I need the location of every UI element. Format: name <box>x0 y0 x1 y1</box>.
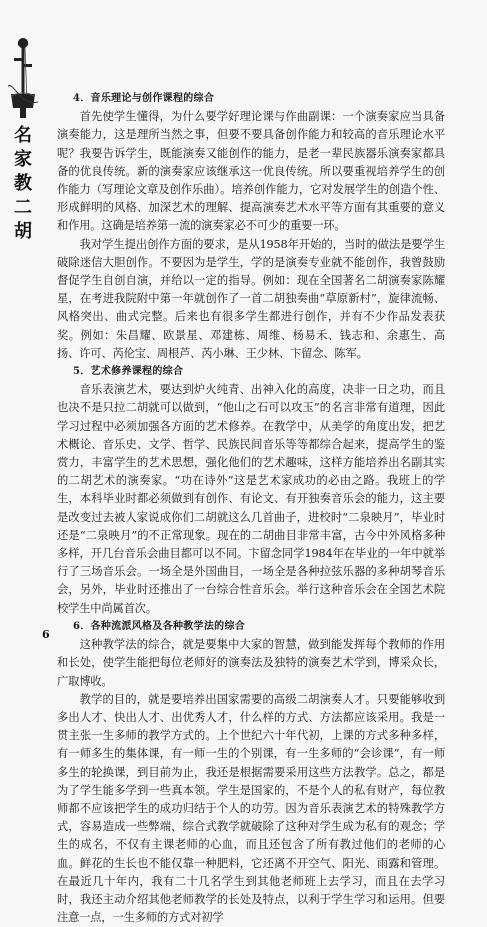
book-title-char: 教 <box>14 173 32 194</box>
section-heading: 4．音乐理论与创作课程的综合 <box>73 93 215 104</box>
book-title-char: 二 <box>14 197 32 218</box>
paragraph: 教学的目的，就是要培养出国家需要的高级二胡演奏人才。只要能够收到多出人才、快出人才、出优秀人才，什么样的方式、方法都应该采用。我是一贯主张一生多师的教学方式的。上个世纪六十年代初，上课的方式多种多样，有一师多生的集体课，有一师一生的个别课，有一生多师的“会诊课”，有一师多生的轮换课，到目前为止，我还是根据需要采用这些方法教学。总之，都是为了学生能多学到一些真本领。学生是国家的，不是个人的私有财产，每位教师都不应该把学生的成功归结于个人的功劳。因为音乐表演艺术的特殊教学方式，容易造成一些弊端，综合式教学就破除了这种对学生成为私有的观念；学生的成名，不仅有主课老师的心血，而且还包含了所有教过他们的老师的心血。鲜花的生长也不能仅靠一种肥料，它还离不开空气、阳光、雨露和管理。在最近几十年内，我有二十几名学生到其他老师班上去学习，而且在去学习时，我还主动介绍其他老师教学的长处及特点，以利于学生学习和运用。但要注意一点，一生多师的方式对初学 <box>57 692 445 925</box>
book-title <box>14 124 32 244</box>
paragraph: 首先使学生懂得，为什么要学好理论课与作曲副课：一个演奏家应当具备演奏能力，这是理所当然之事，但要不要具备创作能力和较高的音乐理论水平呢？我要告诉学生，既能演奏又能创作的能力，是老一辈民族器乐演奏家都具备的优良传统。新的演奏家应该继承这一优良传统。所以要重视培养学生的创作能力（写理论文章及创作乐曲）。培养创作能力，它对发展学生的创造个性、形成鲜明的风格、加深艺术的理解、提高演奏艺术水平等方面有其重要的意义和作用。这确是培养第一流的演奏家必不可少的重要一环。 <box>57 110 445 233</box>
book-title-char: 名 <box>14 125 32 146</box>
paragraph: 音乐表演艺术，要达到炉火纯青、出神入化的高度，决非一日之功，而且也决不是只拉二胡就可以做到，“他山之石可以攻玉”的名言非常有道理，因此学习过程中必须加强各方面的艺术修养。在教学中，从美学的角度出发，把艺术概论、音乐史、文学、哲学、民族民间音乐等等都综合起来，提高学生的鉴赏力，丰富学生的艺术思想，强化他们的艺术趣味，这样方能培养出名副其实的二胡艺术的演奏家。“功在诗外”这是艺术家成功的必由之路。我班上的学生，本科毕业时都必须做到有创作、有论文、有开独奏音乐会的能力，这主要是改变过去被人家说成你们二胡就这么几首曲子，进校时“二泉映月”，毕业时还是“二泉映月”的不正常现象。现在的二胡曲目非常丰富，古今中外风格多种多样，开几台音乐会曲目都可以不同。卞留念同学1984年在毕业的一年中就举行了三场音乐会。一场全是外国曲目，一场全是各种拉弦乐器的多种胡琴音乐会，另外，毕业时还推出了一台综合性音乐会。举行这种音乐会在全国艺术院校学生中尚属首次。 <box>57 383 445 615</box>
paragraph: 这种教学法的综合，就是要集中大家的智慧，做到能发挥每个教师的作用和长处，使学生能把每位老师好的演奏法及独特的演奏艺术学到，博采众长，广取博收。 <box>57 638 445 688</box>
page-number: 6 <box>42 628 50 641</box>
section-heading: 6．各种流派风格及各种教学法的综合 <box>73 620 246 632</box>
erhu-icon <box>8 36 38 120</box>
section-heading: 5．艺术修养课程的综合 <box>73 366 184 378</box>
body-text <box>57 90 445 925</box>
paragraph: 我对学生提出创作方面的要求，是从1958年开始的，当时的做法是要学生破除迷信大胆创作。不要因为是学生，学的是演奏专业就不能创作，我曾鼓励督促学生自创自演，并给以一定的指导。例如：现在全国著名二胡演奏家陈耀星，在考进我院附中第一年就创作了一首二胡独奏曲“草原新村”，旋律流畅、风格突出、曲式完整。后来也有很多学生都进行创作，并有不少作品发表获奖。例如：朱昌耀、欧景星、邓建栋、周维、杨易禾、钱志和、余惠生、高扬、许可、芮伦宝、周根芦、芮小琳、王少林、卞留念、陈军。 <box>57 237 445 360</box>
book-title-char: 胡 <box>14 221 32 242</box>
book-title-sidebar <box>8 36 38 244</box>
book-title-char: 家 <box>14 149 32 170</box>
